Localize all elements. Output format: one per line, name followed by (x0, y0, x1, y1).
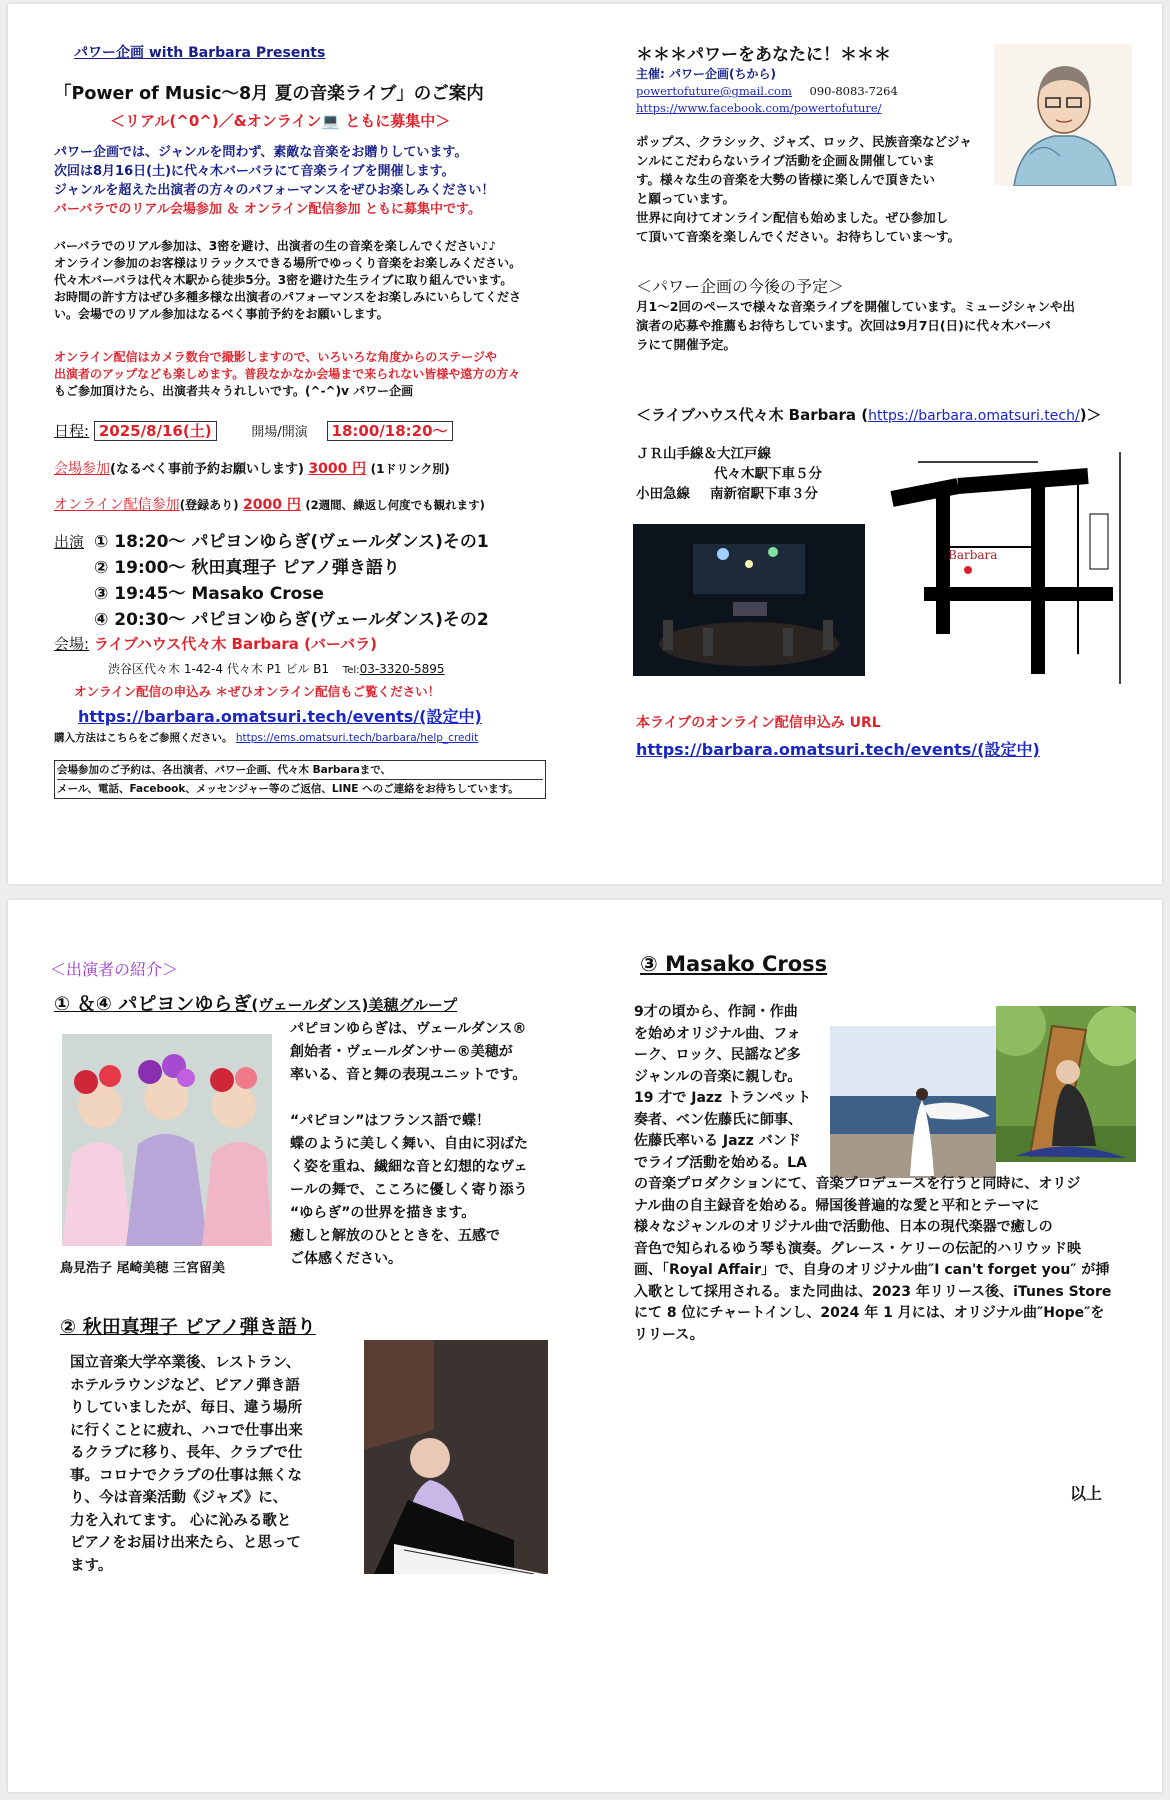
schedule-paragraph: 月1～2回のペースで様々な音楽ライブを開催しています。ミュージシャンや出 演者の応募や推薦もお待ちしています。次回は9月7日(日)に代々木バーバ ラにて開催予定。 (636, 299, 1075, 352)
flyer-title: 「Power of Music～8月 夏の音楽ライブ」のご案内 (54, 84, 484, 104)
organizer-portrait (994, 44, 1132, 186)
perf3-description-top: 9才の頃から、作詞・作曲 を始めオリジナル曲、フォ ーク、ロック、民謡など多 ジャンルの音楽に親しむ。 19 才で Jazz トランペット 奏者、ベン佐藤氏に師事、 佐藤氏率いる Jazz バンド でライブ活動を始める。LA (634, 1004, 812, 1171)
power-heading: ＊＊＊パワーをあなたに！＊＊＊ (636, 45, 891, 65)
about-paragraph: ポップス、クラシック、ジャズ、ロック、民族音楽などジャ ンルにこだわらないライブ活動を企画＆開催していま す。様々な生の音楽を大勢の皆様に楽しんで頂きたい と願っています。 世界に向けてオンライン配信も始めました。ぜひ参加し て頂いて音楽を楽しんでください。お待ちしていま～す。 (636, 134, 972, 244)
perf2-description: 国立音楽大学卒業後、レストラン、 ホテルラウンジなど、ピアノ弾き語 りしていましたが、毎日、違う場所 に行くことに疲れ、ハコで仕事出来 るクラブに移り、長年、クラブで仕 事。コロナでクラブの仕事は無くな り、今は音楽活動《ジャズ》に、 力を入れてます。 心に沁みる歌と ピアノをお届け出来たら、と思って ます。 (70, 1355, 303, 1574)
closing-mark: 以上 (1070, 1484, 1103, 1503)
map-barbara-label: Barbara (948, 548, 998, 562)
online-url-label: 本ライブのオンライン配信申込み URL (636, 715, 881, 731)
online-fee-row: オンライン配信参加(登録あり) 2000 円 (2週間、繰返し何度でも観れます) (54, 497, 485, 513)
flyer-subtitle: ＜リアル(^0^)／&オンライン💻 ともに募集中＞ (110, 112, 451, 130)
livehouse-heading: ＜ライブハウス代々木 Barbara (https://barbara.omatsuri.tech/)＞ (636, 406, 1102, 424)
presents-line: パワー企画 with Barbara Presents (74, 45, 326, 61)
online-paragraph: オンライン配信はカメラ数台で撮影しますので、いろいろな角度からのステージや 出演者のアップなども楽しめます。普段なかなか会場まで来られない皆様や遠方の方々 もご参加頂けたら、出演者共々うれしいです。(^-^)v パワー企画 (54, 350, 521, 398)
livehouse-link[interactable]: https://barbara.omatsuri.tech/ (868, 408, 1080, 424)
lineup-item: ④ 20:30～ パピヨンゆらぎ(ヴェールダンス)その2 (94, 610, 489, 630)
lineup-list (94, 529, 489, 633)
reservation-box: 会場参加のご予約は、各出演者、パワー企画、代々木 Barbaraまで、 メール、電話、Facebook、メッセンジャー等のご返信、LINE へのご連絡をお待ちしています。 (54, 760, 546, 799)
email-link[interactable]: powertofuture@gmail.com (636, 84, 792, 98)
address-row: 渋谷区代々木 1-42-4 代々木 P1 ビル B1 Tel:03-3320-5895 (108, 662, 445, 676)
purchase-row: 購入方法はこちらをご参照ください。 https://ems.omatsuri.tech/barbara/help_credit (54, 732, 479, 744)
help-credit-link[interactable]: https://ems.omatsuri.tech/barbara/help_credit (235, 732, 479, 744)
performers-heading: ＜出演者の紹介＞ (50, 960, 179, 979)
access-info: ＪＲ山手線＆大江戸線 代々木駅下車５分 小田急線 南新宿駅下車３分 (636, 446, 822, 502)
lineup-item: ② 19:00～ 秋田真理子 ピアノ弾き語り (94, 558, 400, 578)
venue-row: 会場: ライブハウス代々木 Barbara (バーバラ) (54, 635, 378, 653)
perf3-photo-beach (830, 1026, 996, 1178)
stage-photo (633, 524, 865, 676)
events-link[interactable]: https://barbara.omatsuri.tech/events/(設定中) (78, 707, 482, 726)
lineup-item: ③ 19:45～ Masako Crose (94, 584, 324, 604)
online-apply-note: オンライン配信の申込み ＊ぜひオンライン配信もご覧ください！ (74, 684, 441, 699)
intro-paragraph: パワー企画では、ジャンルを問わず、素敵な音楽をお贈りしています。 次回は8月16日(土)に代々木バーバラにて音楽ライブを開催します。 ジャンルを超えた出演者の方々のパフォーマンスをぜひお楽しみください！ バーバラでのリアル会場参加 ＆ オンライン配信参加 ともに募集中です。 (54, 145, 495, 217)
real-participation-paragraph: バーバラでのリアル参加は、3密を避け、出演者の生の音楽を楽しんでください♪♪ オンライン参加のお客様はリラックスできる場所でゆっくり音楽をお楽しみください。 代々木バーバラは代々木駅から徒歩5分。3密を避けた生ライブに取り組んでいます。 お時間の許す方はぜひ多種多様な出演者のパフォーマンスをお楽しみにいらしてくださ い。会場でのリアル参加はなるべく事前予約をお願いします。 (54, 239, 522, 321)
host-line: 主催: パワー企画(ちから) (636, 67, 776, 81)
lineup-item: ① 18:20～ パピヨンゆらぎ(ヴェールダンス)その1 (94, 532, 489, 552)
perf2-title: ② 秋田真理子 ピアノ弾き語り (60, 1316, 316, 1338)
perf1-description: パピヨンゆらぎは、ヴェールダンス® 創始者・ヴェールダンサー®美穂が 率いる、音と舞の表現ユニットです。 “パピヨン”はフランス語で蝶！ 蝶のように美しく舞い、自由に羽ばた く姿を重ね、繊細な音と幻想的なヴェ ールの舞で、こころに優しく寄り添う “ゆらぎ”の世界を描きます。 癒しと解放のひとときを、五感で ご体感ください。 (290, 1021, 528, 1267)
perf1-photo (62, 1034, 272, 1246)
venue-map (888, 444, 1148, 690)
flyer-page-1 (8, 4, 1162, 884)
venue-fee-row: 会場参加(なるべく事前予約お願いします) 3000 円 (1ドリンク別) (54, 461, 450, 477)
date-row: 日程: 2025/8/16(土) 開場/開演 18:00/18:20～ (54, 420, 453, 441)
perf1-names: 鳥見浩子 尾崎美穂 三宮留美 (60, 1261, 226, 1276)
perf3-description-bottom: の音楽プロダクションにて、音楽プロデュースを行うと同時に、オリジ ナル曲の自主録音を始める。帰国後普遍的な愛と平和とテーマに 様々なジャンルのオリジナル曲で活動他、日本の現代楽器で癒しの 音色で知られるゆう琴も演奏。グレース・ケリーの伝記的ハリウッド映 画、「Royal Affair」で、自身のオリジナル曲″I can't forget you″ が挿 入歌として採用される。また同曲は、2023 年リリース後、iTunes Store にて 8 位にチャートインし、2024 年 1 月には、オリジナル曲″Hope″を リリース。 (634, 1176, 1112, 1343)
contact-row: powertofuture@gmail.com 090-8083-7264 (636, 84, 898, 98)
event-date: 2025/8/16(土) (94, 421, 217, 441)
perf2-photo (364, 1340, 548, 1574)
lineup-label: 出演 (54, 533, 85, 551)
event-time: 18:00/18:20～ (327, 421, 453, 441)
schedule-heading: ＜パワー企画の今後の予定＞ (636, 277, 845, 296)
perf1-title: ① ＆④ パピヨンゆらぎ(ヴェールダンス)美穂グループ (54, 993, 458, 1015)
perf3-photo-harp (996, 1006, 1136, 1162)
perf3-title: ③ Masako Cross (640, 952, 828, 976)
flyer-page-2 (8, 900, 1162, 1792)
facebook-link[interactable]: https://www.facebook.com/powertofuture/ (636, 101, 882, 115)
online-url-link[interactable]: https://barbara.omatsuri.tech/events/(設定中) (636, 740, 1040, 759)
